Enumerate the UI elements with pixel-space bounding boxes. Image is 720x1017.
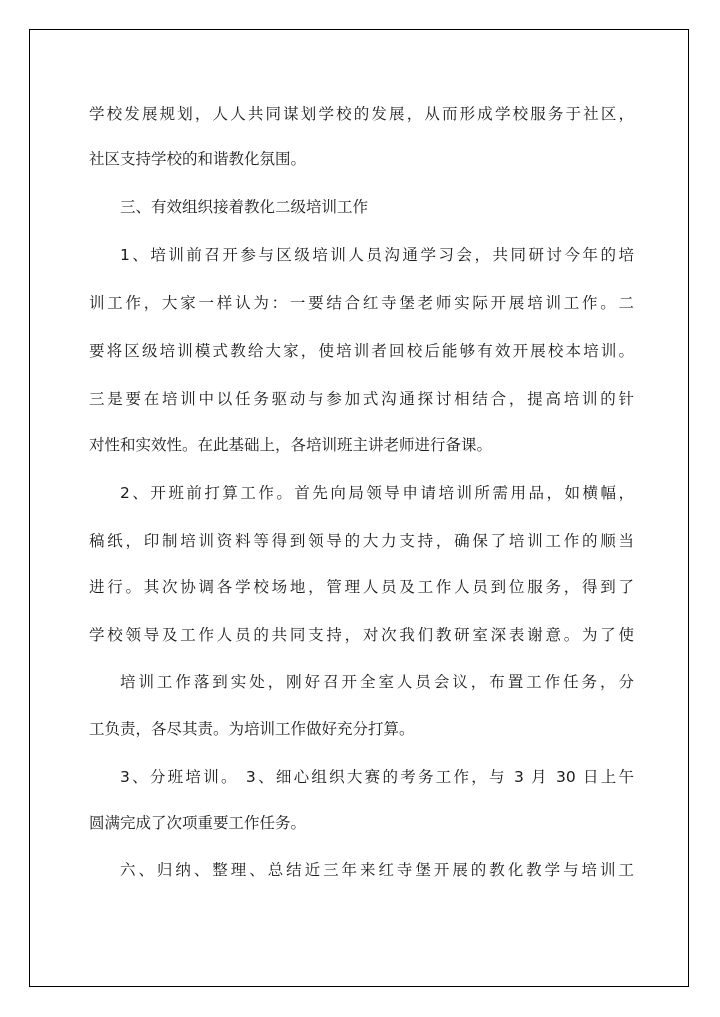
text-line-11: 进行。其次协调各学校场地，管理人员及工作人员到位服务，得到了	[89, 578, 634, 596]
text-line-12: 学校领导及工作人员的共同支持，对次我们教研室深表谢意。为了使	[89, 626, 634, 644]
text-line-6: 要将区级培训模式教给大家，使培训者回校后能够有效开展校本培训。	[89, 342, 634, 360]
text-line-15: 3、分班培训。 3、细心组织大赛的考务工作，与 3 月 30 日上午	[120, 768, 634, 786]
text-line-16: 圆满完成了次项重要工作任务。	[89, 814, 307, 832]
text-line-9: 2、开班前打算工作。首先向局领导申请培训所需用品，如横幅，	[120, 484, 634, 502]
text-line-14: 工负责，各尽其责。为培训工作做好充分打算。	[89, 720, 415, 738]
text-line-2: 社区支持学校的和谐教化氛围。	[89, 150, 307, 168]
text-line-4: 1、培训前召开参与区级培训人员沟通学习会，共同研讨今年的培	[120, 246, 634, 264]
text-line-10: 稿纸，印制培训资料等得到领导的大力支持，确保了培训工作的顺当	[89, 532, 634, 550]
text-line-13: 培训工作落到实处，刚好召开全室人员会议，布置工作任务，分	[120, 673, 634, 691]
section-heading-3: 三、有效组织接着教化二级培训工作	[120, 198, 369, 216]
text-line-1: 学校发展规划，人人共同谋划学校的发展，从而形成学校服务于社区，	[89, 105, 634, 123]
text-line-17: 六、归纳、整理、总结近三年来红寺堡开展的教化教学与培训工	[120, 861, 634, 879]
text-line-5: 训工作，大家一样认为：一要结合红寺堡老师实际开展培训工作。二	[89, 294, 634, 312]
text-line-8: 对性和实效性。在此基础上，各培训班主讲老师进行备课。	[89, 436, 493, 454]
text-line-7: 三是要在培训中以任务驱动与参加式沟通探讨相结合，提高培训的针	[89, 390, 634, 408]
page-border	[29, 29, 689, 987]
